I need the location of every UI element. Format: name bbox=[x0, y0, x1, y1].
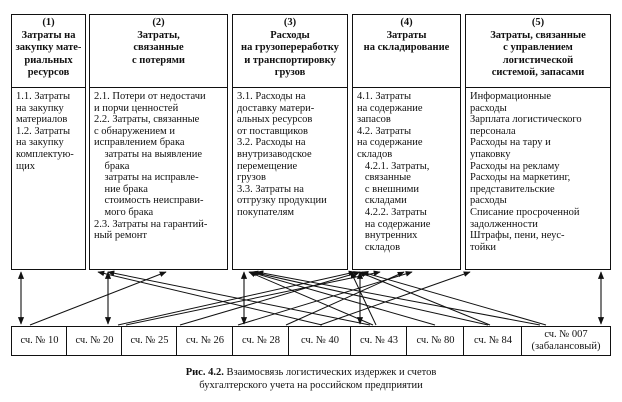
account-label: сч. № 43 bbox=[359, 335, 399, 346]
cost-item: ние брака bbox=[94, 183, 148, 195]
column-title-line: с управлением bbox=[503, 42, 573, 53]
account-label: сч. № 25 bbox=[130, 335, 169, 346]
account-box bbox=[463, 326, 523, 356]
cost-item: 4.2.1. Затраты, bbox=[357, 160, 430, 172]
cost-item: персонала bbox=[470, 125, 516, 137]
cost-item: на содержание bbox=[357, 102, 423, 114]
cost-item: Штрафы, пени, неус- bbox=[470, 230, 565, 242]
cost-item: доставку матери- bbox=[237, 102, 315, 114]
account-label: сч. № 26 bbox=[185, 335, 225, 346]
cost-item: Расходы на маркетинг, bbox=[470, 172, 571, 184]
cost-item: Информационные bbox=[470, 91, 552, 102]
cost-item: 4.2.2. Затраты bbox=[357, 206, 427, 218]
caption-line-2: бухгалтерского учета на российском предприятии bbox=[199, 380, 423, 391]
account-box bbox=[406, 326, 465, 356]
cost-item: расходы bbox=[470, 102, 507, 114]
cost-item: на содержание bbox=[357, 137, 423, 149]
column-number: (2) bbox=[152, 17, 165, 28]
cost-item: внутризаводское bbox=[237, 148, 312, 160]
cost-item: 4.2. Затраты bbox=[357, 125, 412, 137]
cost-item: комплектую- bbox=[16, 148, 74, 160]
account-label: сч. № 80 bbox=[416, 335, 455, 346]
cost-item: 1.2. Затраты bbox=[16, 125, 71, 137]
cost-item: перемещение bbox=[237, 160, 298, 172]
column-title-line: Затраты на bbox=[21, 29, 76, 41]
account-box bbox=[288, 326, 352, 356]
cost-item: складов bbox=[357, 241, 401, 253]
cost-item: щих bbox=[16, 160, 35, 172]
cost-item: 2.1. Потери от недостачи bbox=[94, 91, 206, 102]
cost-item: расходы bbox=[470, 195, 507, 207]
column-title-line: системой, запасами bbox=[491, 67, 585, 78]
cost-item: альных ресурсов bbox=[237, 114, 313, 126]
cost-item: с обнаружением и bbox=[94, 125, 175, 137]
cost-item: грузов bbox=[237, 172, 266, 184]
account-box bbox=[232, 326, 290, 356]
cost-item: Списание просроченной bbox=[470, 206, 580, 218]
column-number: (3) bbox=[283, 17, 297, 28]
cost-item: представительские bbox=[470, 183, 555, 195]
account-box bbox=[176, 326, 234, 356]
cost-item: 2.2. Затраты, связанные bbox=[94, 114, 200, 126]
cost-item: тойки bbox=[470, 241, 497, 253]
account-box bbox=[66, 326, 123, 356]
cost-item: затраты на исправле- bbox=[94, 172, 199, 184]
figure-number: Рис. 4.2. bbox=[185, 367, 224, 378]
cost-item: исправлением брака bbox=[94, 137, 185, 149]
column-title-line: связанные bbox=[133, 42, 184, 53]
account-label: сч. № 40 bbox=[300, 335, 340, 346]
column-title-line: логистической bbox=[502, 54, 574, 66]
cost-item: 3.2. Расходы на bbox=[237, 137, 306, 149]
cost-item: покупателям bbox=[237, 206, 295, 218]
account-box bbox=[521, 326, 611, 356]
account-box bbox=[121, 326, 178, 356]
cost-item: 1.1. Затраты bbox=[16, 91, 71, 102]
account-label: сч. № 28 bbox=[241, 335, 281, 346]
cost-item: материалов bbox=[16, 114, 68, 126]
cost-item: 2.3. Затраты на гарантий- bbox=[94, 218, 208, 230]
column-title-line: Расходы bbox=[270, 29, 310, 41]
cost-item: задолженности bbox=[470, 218, 538, 230]
caption-line-1: Взаимосвязь логистических издержек и счетов bbox=[223, 367, 437, 378]
column-title-line: с потерями bbox=[132, 54, 185, 66]
column-title-line: закупку мате- bbox=[15, 42, 82, 53]
column-title-line: грузов bbox=[274, 67, 306, 78]
arrow bbox=[257, 272, 540, 325]
cost-item: от поставщиков bbox=[237, 125, 308, 137]
cost-item: складами bbox=[357, 195, 407, 207]
account-label: сч. № 84 bbox=[473, 335, 513, 346]
column-title-line: Затраты, связанные bbox=[490, 29, 586, 41]
column-title-line: на складирование bbox=[363, 42, 450, 53]
arrow bbox=[286, 272, 404, 325]
arrow bbox=[108, 272, 370, 325]
cost-item: Расходы на рекламу bbox=[470, 160, 560, 172]
cost-item: брака bbox=[94, 160, 130, 172]
cost-item: 3.1. Расходы на bbox=[237, 91, 306, 102]
cost-item: ный ремонт bbox=[94, 230, 147, 242]
cost-item: на закупку bbox=[16, 102, 64, 114]
cost-item: на закупку bbox=[16, 137, 64, 149]
cost-item: стоимость неисправи- bbox=[94, 195, 204, 207]
column-number: (5) bbox=[531, 17, 545, 28]
cost-item: связанные bbox=[357, 172, 411, 184]
cost-item: запасов bbox=[357, 114, 391, 126]
account-label: сч. № 20 bbox=[75, 335, 114, 346]
account-box bbox=[350, 326, 408, 356]
account-label: сч. № 10 bbox=[20, 335, 59, 346]
cost-item: 3.3. Затраты на bbox=[237, 183, 304, 195]
account-label: сч. № 007 bbox=[544, 329, 588, 340]
column-title-line: ресурсов bbox=[27, 67, 70, 78]
cost-item: затраты на выявление bbox=[94, 148, 203, 160]
account-box bbox=[11, 326, 68, 356]
column-title-line: Затраты bbox=[386, 29, 427, 41]
column-number: (4) bbox=[400, 17, 413, 28]
account-sublabel: (забалансовый) bbox=[531, 341, 601, 352]
figure-caption bbox=[0, 366, 622, 392]
cost-item: с внешними bbox=[357, 183, 419, 195]
cost-item: на содержание bbox=[357, 218, 431, 230]
cost-item: складов bbox=[357, 148, 393, 160]
column-number: (1) bbox=[42, 17, 55, 28]
column-title-line: риальных bbox=[24, 54, 73, 66]
column-title-line: на грузопереработку bbox=[241, 42, 339, 53]
cost-item: отгрузку продукции bbox=[237, 195, 327, 207]
cost-item: мого брака bbox=[94, 206, 154, 218]
cost-item: упаковку bbox=[470, 148, 511, 160]
arrow bbox=[359, 272, 490, 325]
cost-item: внутренних bbox=[357, 230, 418, 242]
column-title-line: Затраты, bbox=[137, 29, 180, 41]
column-title-line: и транспортировку bbox=[244, 54, 336, 66]
cost-item: 4.1. Затраты bbox=[357, 91, 412, 102]
cost-item: Зарплата логистического bbox=[470, 114, 582, 126]
cost-item: Расходы на тару и bbox=[470, 137, 551, 149]
cost-item: и порчи ценностей bbox=[94, 102, 179, 114]
